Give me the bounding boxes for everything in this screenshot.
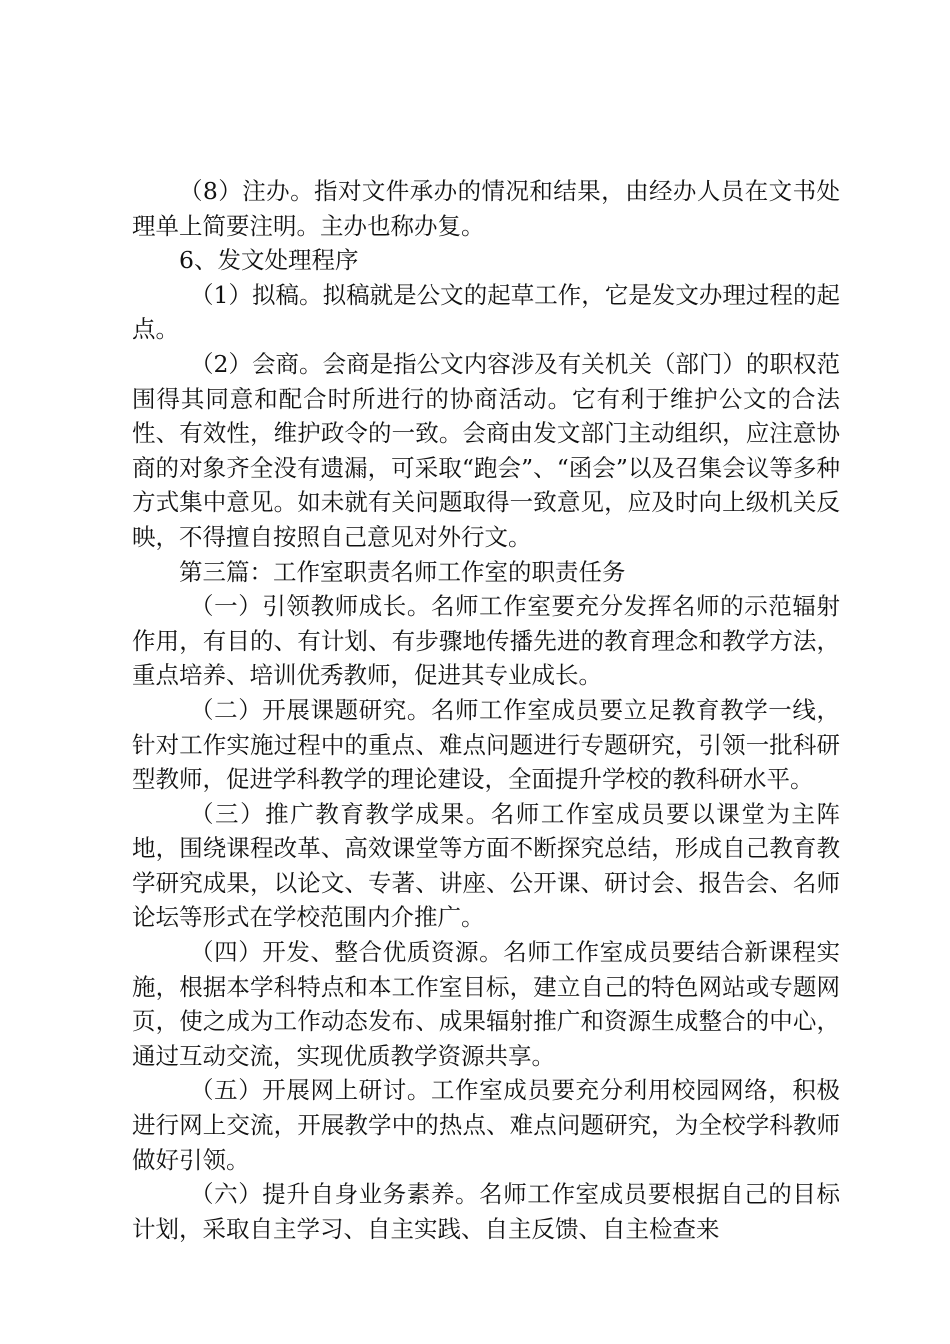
paragraph-duty-1: （一）引领教师成长。名师工作室要充分发挥名师的示范辐射作用，有目的、有计划、有步骤地传播先进的教育理念和教学方法，重点培养、培训优秀教师，促进其专业成长。 <box>132 592 840 690</box>
paragraph-duty-3: （三）推广教育教学成果。名师工作室成员要以课堂为主阵地，围绕课程改革、高效课堂等方面不断探究总结，形成自己教育教学研究成果，以论文、专著、讲座、公开课、研讨会、报告会、名师论坛等形式在学校范围内介推广。 <box>132 799 840 932</box>
section-heading-fawen: 6、发文处理程序 <box>179 246 359 275</box>
paragraph-duty-2: （二）开展课题研究。名师工作室成员要立足教育教学一线，针对工作实施过程中的重点、难点问题进行专题研究，引领一批科研型教师，促进学科教学的理论建设，全面提升学校的教科研水平。 <box>132 695 840 794</box>
chapter-heading-3: 第三篇：工作室职责名师工作室的职责任务 <box>179 557 626 586</box>
paragraph-duty-6: （六）提升自身业务素养。名师工作室成员要根据自己的目标计划，采取自主学习、自主实践、自主反馈、自主检查来 <box>132 1180 840 1243</box>
paragraph-nigao: （1）拟稿。拟稿就是公文的起草工作，它是发文办理过程的起点。 <box>132 280 840 344</box>
paragraph-duty-5: （五）开展网上研讨。工作室成员要充分利用校园网络，积极进行网上交流，开展教学中的热点、难点问题研究，为全校学科教师做好引领。 <box>132 1076 840 1174</box>
paragraph-zhuban: （8）注办。指对文件承办的情况和结果，由经办人员在文书处理单上简要注明。主办也称办复。 <box>132 177 840 240</box>
document-page <box>132 174 840 1246</box>
paragraph-duty-4: （四）开发、整合优质资源。名师工作室成员要结合新课程实施，根据本学科特点和本工作室目标，建立自己的特色网站或专题网页，使之成为工作动态发布、成果辐射推广和资源生成整合的中心，通过互动交流，实现优质教学资源共享。 <box>132 938 840 1070</box>
paragraph-huishang: （2）会商。会商是指公文内容涉及有关机关（部门）的职权范围得其同意和配合时所进行的协商活动。它有利于维护公文的合法性、有效性，维护政令的一致。会商由发文部门主动组织，应注意协商的对象齐全没有遗漏，可采取“跑会”、“函会”以及召集会议等多种方式集中意见。如未就有关问题取得一致意见，应及时向上级机关反映，不得擅自按照自己意见对外行文。 <box>132 349 840 551</box>
